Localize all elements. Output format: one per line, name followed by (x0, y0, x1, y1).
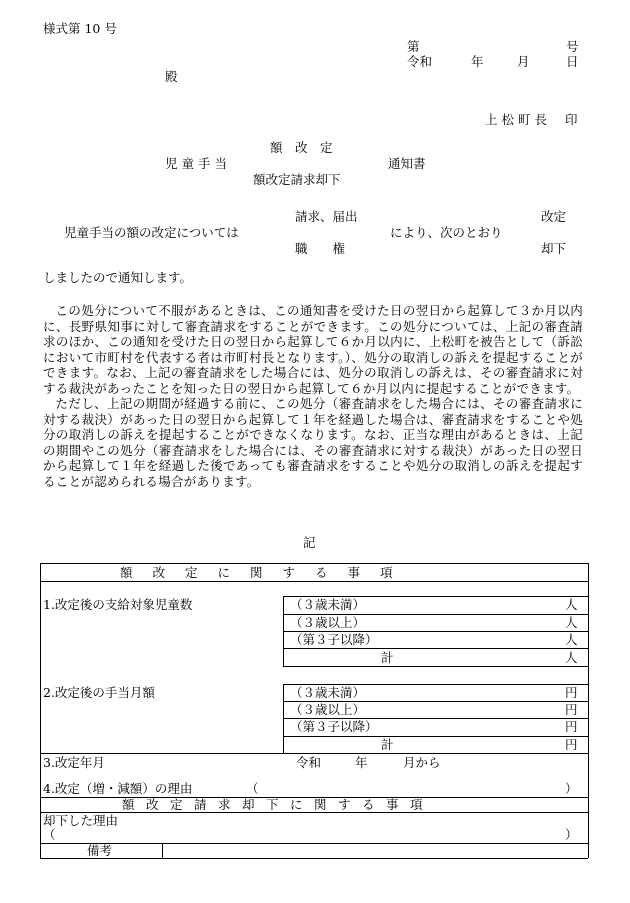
item1-unit-under3: 人 (565, 597, 578, 612)
item3-era: 令和 (296, 755, 322, 770)
appeal-notice-paragraph-1: この処分について不服があるときは、この通知書を受けた日の翌日から起算して３か月以内に、長野県知事に対して審査請求をすることができます。この処分については、上記の審査請求のほか、この通知を受けた日の翌日から起算して６か月以内に、上松町を被告として（訴訟において市町村を代表する者は市町村長となります。）、処分の取消しの訴えを提起することができます。なお、上記の審査請求をした場合には、処分の取消しの訴えは、その審査請求に対する裁決があったことを知った日の翌日から起算して６か月以内に提起することができます。 (43, 303, 583, 396)
title-option-rejection: 額改定請求却下 (253, 172, 341, 187)
item1-unit-third-child: 人 (565, 632, 578, 647)
item1-row-under3: （３歳未満） (290, 597, 366, 612)
statement-middle: により、次のとおり (390, 225, 503, 240)
date-era: 令和 (407, 54, 433, 69)
statement-option-ex-officio: 職 権 (295, 241, 346, 256)
date-month: 月 (517, 54, 530, 69)
notice-number-suffix: 号 (566, 39, 579, 54)
section-rejection-title: 額改定請求却下に関する事項 (122, 797, 435, 812)
appeal-notice (43, 303, 583, 489)
item2-unit-total: 円 (565, 737, 578, 752)
rejection-reason-close-paren: ） (565, 827, 578, 842)
section-revision-title: 額改定に関する事項 (120, 565, 413, 580)
seal-mark: 印 (565, 112, 578, 127)
item4-open-paren: （ (246, 781, 259, 796)
notice-number-label: 第 (407, 39, 420, 54)
item3-year: 年 (355, 755, 368, 770)
item1-row-third-child: （第３子以降） (290, 632, 378, 647)
item3-month: 月から (403, 755, 441, 770)
appeal-notice-paragraph-2: ただし、上記の期間が経過する前に、この処分（審査請求をした場合には、その審査請求に対する裁決）があった日の翌日から起算して１年を経過した場合は、審査請求をすることや処分の取消しの訴えを提起することができなくなります。なお、正当な理由があるときは、上記の期間やこの処分（審査請求をした場合には、その審査請求に対する裁決）があった日の翌日から起算して１年を経過した後であっても審査請求をすることや処分の取消しの訴えを提起することが認められる場合があります。 (43, 396, 583, 489)
item2-row-under3: （３歳未満） (290, 685, 366, 700)
rejection-reason-label: 却下した理由 (43, 813, 119, 828)
item4-label: 4.改定（増・減額）の理由 (43, 781, 193, 796)
title-prefix: 児童手当 (165, 156, 232, 171)
item1-label: 1.改定後の支給対象児童数 (43, 597, 193, 612)
statement-prefix: 児童手当の額の改定については (64, 225, 239, 240)
item3-label: 3.改定年月 (43, 755, 105, 770)
item2-unit-3plus: 円 (565, 702, 578, 717)
item1-row-total: 計 (381, 650, 394, 665)
title-suffix: 通知書 (388, 156, 426, 171)
remarks-label: 備考 (87, 843, 113, 858)
addressee-suffix: 殿 (165, 69, 178, 84)
item2-unit-under3: 円 (565, 685, 578, 700)
item2-label: 2.改定後の手当月額 (43, 685, 155, 700)
item2-row-3plus: （３歳以上） (290, 702, 366, 717)
rejection-reason-open-paren: （ (43, 827, 56, 842)
issuer-name: 上松町長 (485, 112, 552, 127)
item2-row-third-child: （第３子以降） (290, 719, 378, 734)
item1-unit-3plus: 人 (565, 615, 578, 630)
date-year: 年 (471, 54, 484, 69)
statement-action-revise: 改定 (541, 209, 567, 224)
item2-row-total: 計 (381, 737, 394, 752)
date-day: 日 (566, 54, 579, 69)
remarks-field[interactable] (163, 844, 587, 857)
statement-closing: しましたので通知します。 (43, 270, 193, 285)
statement-action-reject: 却下 (541, 241, 567, 256)
statement-option-request: 請求、届出 (295, 209, 358, 224)
item4-close-paren: ） (565, 781, 578, 796)
item1-row-3plus: （３歳以上） (290, 615, 366, 630)
form-number: 様式第 10 号 (43, 21, 117, 36)
item2-unit-third-child: 円 (565, 719, 578, 734)
title-option-revision: 額 改 定 (270, 140, 333, 155)
ki-heading: 記 (303, 535, 316, 550)
item1-unit-total: 人 (565, 650, 578, 665)
